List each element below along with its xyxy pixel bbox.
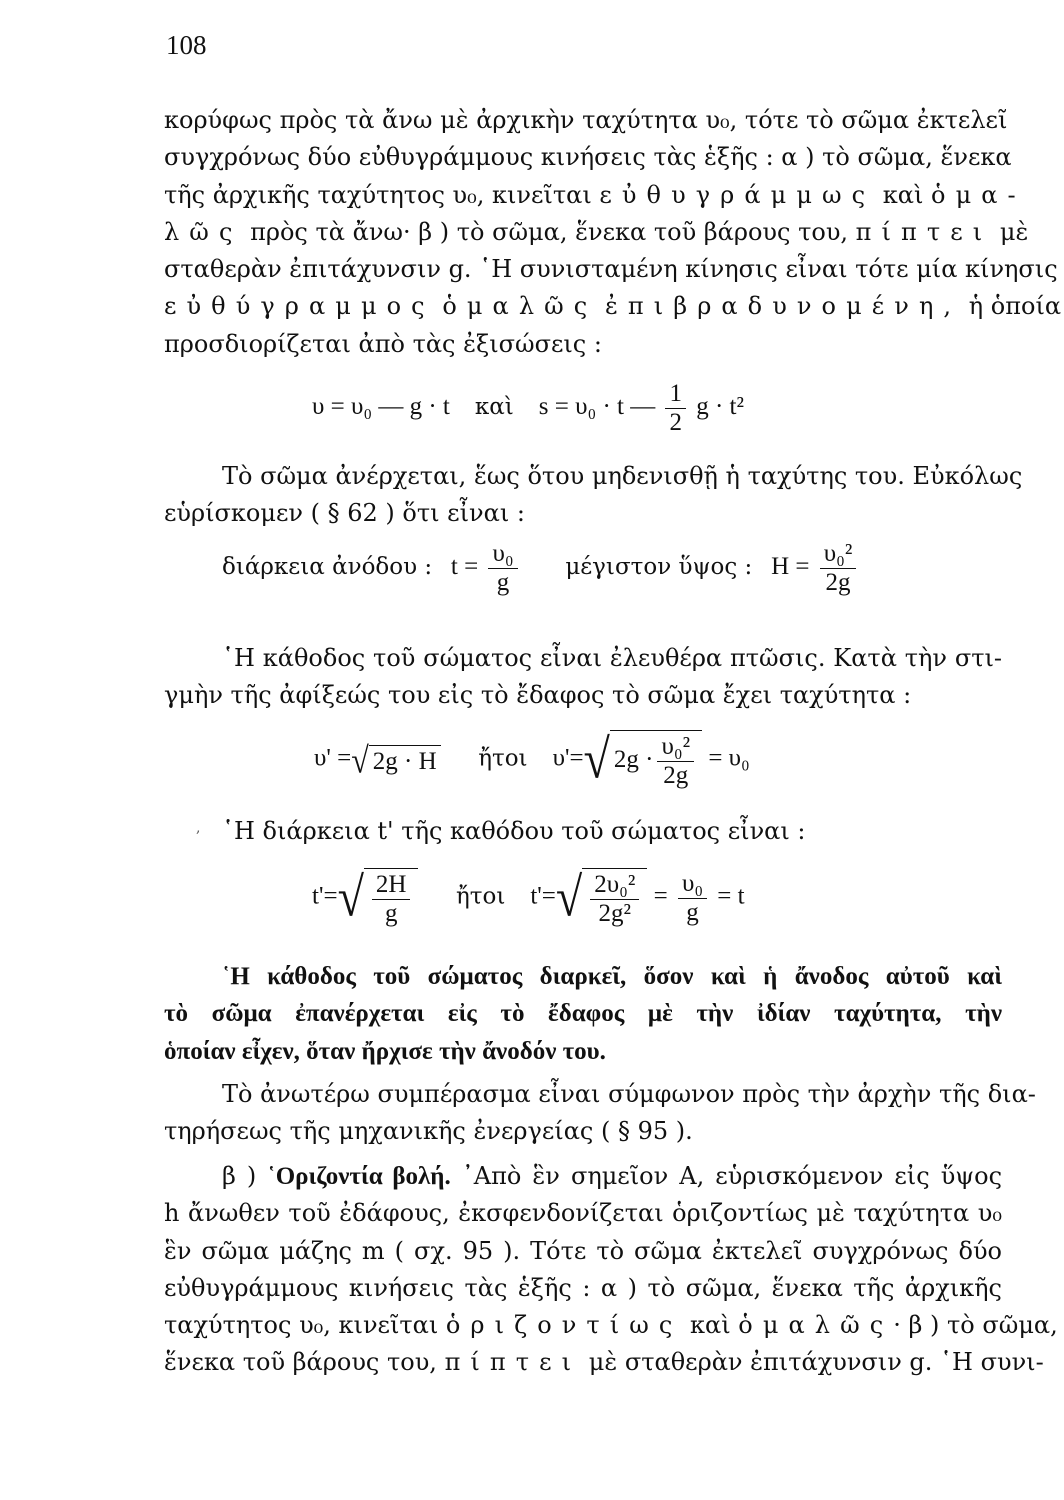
- paragraph-5-conclusion: [164, 958, 1002, 1070]
- p1-line-6-c: ἐπιβραδυνομένη,: [604, 292, 962, 321]
- p2-line-2: εὑρίσκομεν ( § 62 ) ὅτι εἶναι :: [164, 499, 525, 528]
- p1-line-1: κορύφως πρὸς τὰ ἄνω μὲ ἀρχικὴν ταχύτητα υ₀, τότε τὸ σῶμα ἐκτελεῖ: [164, 106, 1008, 134]
- eq1-right-b: g · t²: [696, 393, 745, 421]
- p7-line-5-b: ὁριζοντίως: [445, 1311, 683, 1340]
- eq4-itoi: ἤτοι: [455, 883, 506, 910]
- eq4-v-over-g: [678, 870, 707, 927]
- margin-mark: ,: [196, 820, 201, 836]
- p1-line-3-c: καὶ: [875, 180, 932, 209]
- eq4-right-den: 2g²: [598, 900, 632, 927]
- eq4-frac-num: υ₀: [678, 870, 707, 899]
- eq1-left: υ = υ₀ — g · t: [312, 393, 450, 421]
- p1-line-3-spaced: εὐθυγράμμως: [599, 180, 876, 209]
- eq3-left-a: υ' =: [314, 744, 352, 772]
- p6-line-1: Τὸ ἀνωτέρω συμπέρασμα εἶναι σύμφωνον πρὸς τὴν ἀρχὴν τῆς δια-: [222, 1080, 1036, 1108]
- sqrt-icon: √: [351, 739, 369, 781]
- p7-line-5-d: ὁμαλῶς: [738, 1311, 894, 1340]
- p7-line-5-a: ταχύτητος υ₀, κινεῖται: [164, 1311, 446, 1340]
- eq2-h-num: υ₀²: [820, 540, 857, 569]
- p1-line-7: προσδιορίζεται ἀπὸ τὰς ἐξισώσεις :: [164, 329, 602, 358]
- p1-line-4-c: πίπτει: [855, 217, 993, 246]
- eq2-h-eq: H =: [771, 553, 810, 581]
- p1-line-2: συγχρόνως δύο εὐθυγράμμους κινήσεις τὰς ἑξῆς : α ) τὸ σῶμα, ἕνεκα: [164, 143, 1012, 172]
- eq4-right-fraction: [590, 871, 639, 928]
- sqrt-icon: √: [555, 866, 583, 928]
- eq2-t-den: g: [496, 569, 510, 596]
- p1-line-4: [164, 214, 1029, 251]
- paragraph-7: [164, 1158, 1058, 1382]
- p3-line-1: ῾Η κάθοδος τοῦ σώματος εἶναι ἐλευθέρα πτῶσις. Κατὰ τὴν στι-: [222, 644, 1002, 672]
- p4-line-1: ῾Η διάρκεια t' τῆς καθόδου τοῦ σώματος εἶναι :: [222, 817, 806, 845]
- eq1-kai: καὶ: [474, 394, 514, 421]
- p7-line-2: h ἄνωθεν τοῦ ἐδάφους, ἐκσφενδονίζεται ὁριζοντίως μὲ ταχύτητα υ₀: [164, 1199, 1002, 1228]
- eq2-h-fraction: [820, 540, 857, 597]
- eq1-half-den: 2: [669, 409, 682, 436]
- eq2-t-num: υ₀: [488, 540, 517, 569]
- eq3-right-a: υ'=: [552, 744, 584, 772]
- equation-velocity-distance: [312, 380, 744, 437]
- eq1-half-num: 1: [665, 380, 686, 409]
- eq4-left-rad: [364, 868, 419, 928]
- p1-line-3: [164, 177, 1026, 214]
- eq2-label-max-height: μέγιστον ὕψος :: [565, 554, 753, 581]
- p5-line-3: ὁποίαν εἶχεν, ὅταν ἤρχισε τὴν ἄνοδόν του.: [164, 1037, 606, 1065]
- p7-line-1-a: β ): [222, 1162, 268, 1190]
- eq2-h-den: 2g: [825, 569, 851, 596]
- p7-line-6-c: μὲ σταθερὰν ἐπιτάχυνσιν g. ῾Η συνι-: [581, 1348, 1044, 1377]
- p3-line-2: γμὴν τῆς ἀφίξεώς του εἰς τὸ ἔδαφος τὸ σῶμα ἔχει ταχύτητα :: [164, 681, 912, 710]
- p7-line-6-a: ἕνεκα τοῦ βάρους του,: [164, 1348, 445, 1377]
- p7-line-4: εὐθυγράμμους κινήσεις τὰς ἑξῆς : α ) τὸ σῶμα, ἕνεκα τῆς ἀρχικῆς: [164, 1273, 1002, 1302]
- p7-line-3: ἓν σῶμα μάζης m ( σχ. 95 ). Τότε τὸ σῶμα ἐκτελεῖ συγχρόνως δύο: [164, 1236, 1002, 1265]
- eq4-right-b: = t: [717, 882, 745, 910]
- p5-line-1: ῾Η κάθοδος τοῦ σώματος διαρκεῖ, ὅσον καὶ ἡ ἄνοδος αὐτοῦ καὶ: [222, 963, 1002, 990]
- p7-line-6: [164, 1344, 1044, 1381]
- eq4-frac-den: g: [686, 898, 699, 926]
- p7-line-6-b: πίπτει: [444, 1348, 582, 1377]
- equation-descent-time: [312, 868, 745, 928]
- p1-line-3-a: τῆς ἀρχικῆς ταχύτητος υ₀, κινεῖται: [164, 180, 600, 209]
- p2-line-1: Τὸ σῶμα ἀνέρχεται, ἕως ὅτου μηδενισθῇ ἡ ταχύτης του. Εὐκόλως: [222, 462, 1023, 490]
- p1-line-6: [164, 288, 1062, 325]
- equation-final-velocity: [314, 730, 750, 790]
- eq4-right-rad: [582, 868, 647, 928]
- p1-line-6-b: ὁμαλῶς: [442, 292, 598, 321]
- paragraph-4: [164, 813, 1002, 850]
- equation-rise-time-height: [222, 540, 860, 597]
- paragraph-2: [164, 458, 1023, 533]
- eq3-right-b: = υ₀: [708, 744, 750, 772]
- p6-line-2: τηρήσεως τῆς μηχανικῆς ἐνεργείας ( § 95 ).: [164, 1117, 693, 1146]
- p7-line-1-c: ᾿Απὸ ἓν σημεῖον A, εὑρισκόμενον εἰς ὕψος: [450, 1162, 1003, 1190]
- eq4-left-a: t'=: [312, 882, 338, 910]
- eq4-left-den: g: [384, 900, 398, 927]
- p1-line-4-d: μὲ: [992, 217, 1029, 246]
- eq3-right-den: 2g: [663, 762, 689, 789]
- p1-line-3-d: ὁμα-: [931, 180, 1026, 209]
- eq1-right-a: s = υ₀ · t —: [538, 393, 656, 421]
- eq2-label-rise-time: διάρκεια ἀνόδου :: [222, 554, 433, 581]
- p7-line-5-c: καὶ: [682, 1311, 739, 1340]
- eq3-left-rad: 2g · H: [369, 745, 441, 776]
- eq4-left-num: 2H: [372, 871, 411, 900]
- p5-line-2: τὸ σῶμα ἐπανέρχεται εἰς τὸ ἔδαφος μὲ τὴν ἰδίαν ταχύτητα, τὴν: [164, 1000, 1002, 1028]
- sqrt-icon: √: [337, 866, 364, 928]
- eq3-right-num: υ₀²: [657, 733, 694, 762]
- eq3-right-rad: [610, 730, 702, 790]
- p7-line-5-e: · β ) τὸ σῶμα,: [893, 1311, 1058, 1340]
- paragraph-3: [164, 640, 1002, 715]
- page-number: 108: [166, 30, 207, 60]
- p7-line-1: [164, 1158, 1002, 1195]
- eq4-right-a: t'=: [530, 882, 556, 910]
- p1-line-6-a: εὐθύγραμμος: [164, 292, 435, 321]
- paragraph-6: [164, 1076, 1036, 1151]
- p1-line-4-b: πρὸς τὰ ἄνω· β ) τὸ σῶμα, ἕνεκα τοῦ βάρους του,: [242, 217, 856, 246]
- eq4-mid-eq: =: [653, 882, 668, 910]
- p1-line-4-a: λῶς: [164, 217, 243, 246]
- p1-line-5: σταθερὰν ἐπιτάχυνσιν g. ῾Η συνισταμένη κίνησις εἶναι τότε μία κίνησις: [164, 255, 1058, 284]
- eq3-itoi: ἤτοι: [478, 745, 528, 772]
- eq4-right-num: 2υ₀²: [590, 871, 639, 900]
- eq1-half-fraction: [665, 380, 686, 437]
- p1-line-6-d: ἡ ὁποία: [968, 292, 1062, 321]
- paragraph-1: [164, 102, 1062, 363]
- eq3-right-fraction: [657, 733, 694, 790]
- eq2-t-eq: t =: [450, 553, 479, 581]
- eq2-t-fraction: [488, 540, 517, 597]
- eq4-left-fraction: [372, 871, 411, 928]
- eq3-right-rad-a: 2g ·: [613, 746, 654, 774]
- p7-line-5: [164, 1307, 1058, 1344]
- sqrt-icon: √: [583, 728, 610, 790]
- p7-heading: ῾Οριζοντία βολή.: [267, 1163, 451, 1190]
